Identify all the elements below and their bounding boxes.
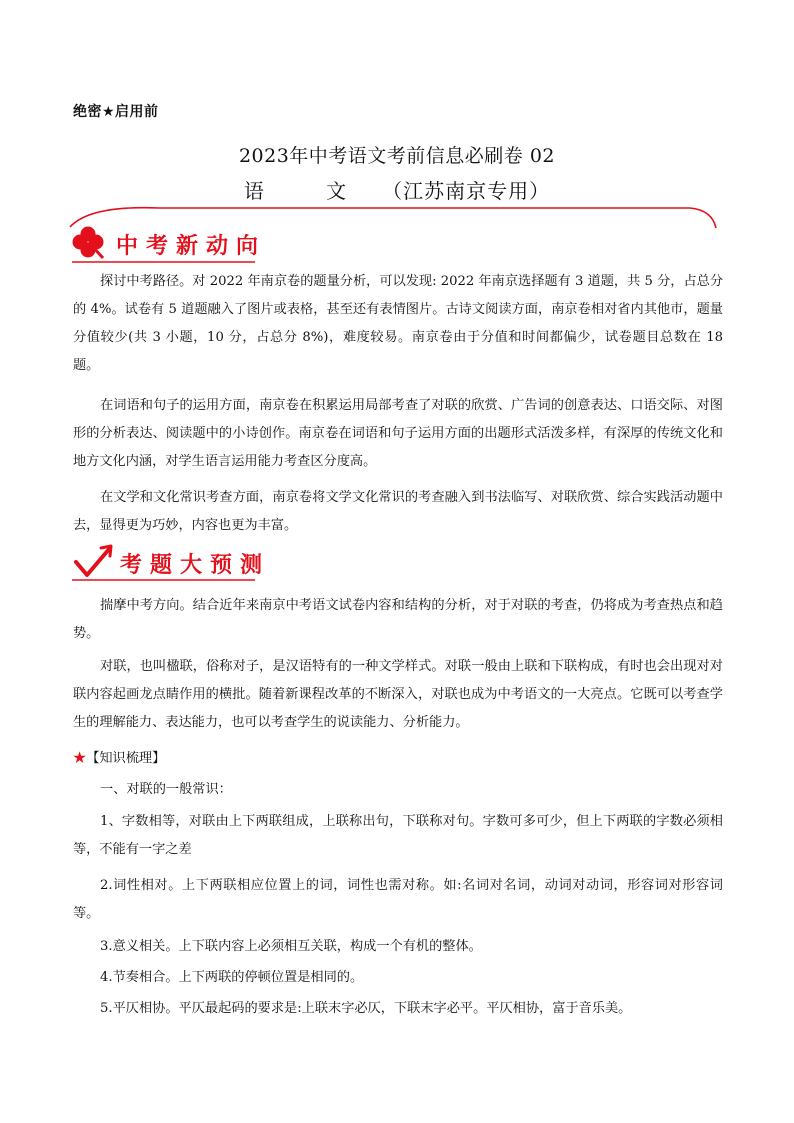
clover-icon xyxy=(73,227,104,259)
knowledge-heading xyxy=(73,745,723,773)
exam-title: 2023年中考语文考前信息必刷卷 02 xyxy=(238,145,556,167)
knowledge-heading-label: 【知识梳理】 xyxy=(86,751,166,766)
star-icon: ★ xyxy=(73,751,87,766)
checkmark-arrow-icon xyxy=(76,546,111,575)
region-label: （江苏南京专用） xyxy=(382,179,551,203)
section2-heading: 考题大预测 xyxy=(120,553,271,578)
subject-label: 语 文 xyxy=(243,179,375,203)
confidential-label: 绝密★启用前 xyxy=(73,104,159,120)
knowledge-item-1: 1、字数相等，对联由上下两联组成，上联称出句，下联称对句。字数可多可少，但上下两联的字数必须相等，不能有一字之差 xyxy=(73,814,723,857)
knowledge-intro: 一、对联的一般常识： xyxy=(100,782,232,797)
knowledge-item-2: 2.词性相对。上下两联相应位置上的词，词性也需对称。如:名词对名词，动词对动词，形容词对形容词等。 xyxy=(73,878,723,921)
knowledge-item-5: 5.平仄相协。平仄最起码的要求是:上联末字必仄，下联末字必平。平仄相协，富于音乐美。 xyxy=(100,1001,632,1016)
section1-paragraph-1: 探讨中考路径。对 2022 年南京卷的题量分析，可以发现: 2022 年南京选择题有 3 道题，共 5 分，占总分的 4%。试卷有 5 道题融入了图片或表格，甚至还有表情图片。古诗文阅读方面，南京卷相对省内其他市，题量分值较少(共 3 小题，10 分，占总分 8%)，难度较易。南京卷由于分值和时间都偏少，试卷题目总数在 18 题。 xyxy=(73,274,724,373)
section2-paragraph-2: 对联，也叫楹联，俗称对子，是汉语特有的一种文学样式。对联一般由上联和下联构成，有时也会出现对对联内容起画龙点睛作用的横批。随着新课程改革的不断深入，对联也成为中考语文的一大亮点。它既可以考查学生的理解能力、表达能力，也可以考查学生的说读能力、分析能力。 xyxy=(73,659,723,730)
section2-paragraph-1: 揣摩中考方向。结合近年来南京中考语文试卷内容和结构的分析，对于对联的考查，仍将成为考查热点和趋势。 xyxy=(73,598,723,641)
section1-paragraph-2: 在词语和句子的运用方面，南京卷在积累运用局部考查了对联的欣赏、广告词的创意表达、口语交际、对图形的分析表达、阅读题中的小诗创作。南京卷在词语和句子运用方面的出题形式活泼多样，有深厚的传统文化和地方文化内涵，对学生语言运用能力考查区分度高。 xyxy=(73,398,723,469)
header-arc-line xyxy=(70,208,716,228)
section1-heading: 中考新动向 xyxy=(116,234,267,259)
section1-paragraph-3: 在文学和文化常识考查方面，南京卷将文学文化常识的考查融入到书法临写、对联欣赏、综合实践活动题中去，显得更为巧妙，内容也更为丰富。 xyxy=(73,490,723,533)
knowledge-item-3: 3.意义相关。上下联内容上必须相互关联，构成一个有机的整体。 xyxy=(100,939,482,954)
knowledge-item-4: 4.节奏相合。上下两联的停顿位置是相同的。 xyxy=(100,970,364,985)
